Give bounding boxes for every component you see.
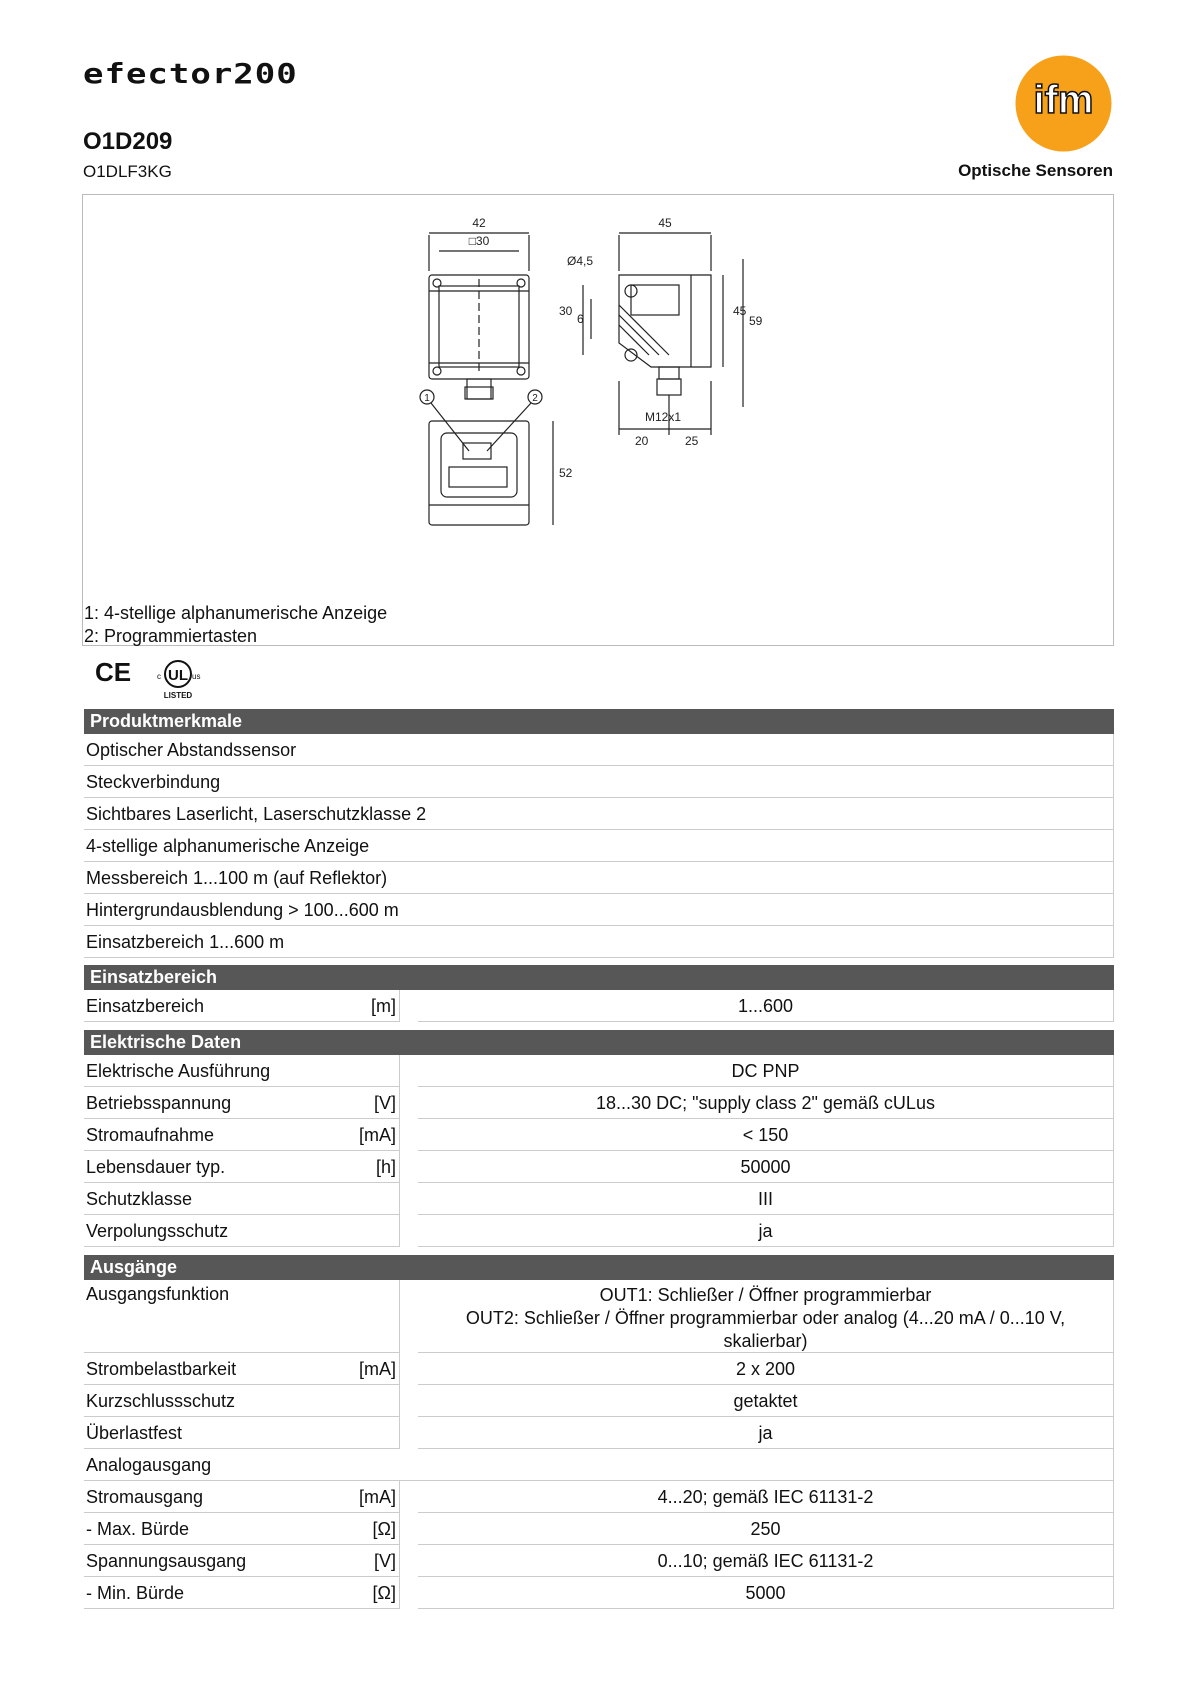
- spec-unit: [mA]: [358, 1125, 396, 1145]
- spec-value: ja: [418, 1417, 1114, 1449]
- product-category: Optische Sensoren: [958, 161, 1113, 180]
- spec-value: 4...20; gemäß IEC 61131-2: [418, 1481, 1114, 1513]
- spec-value: 250: [418, 1513, 1114, 1545]
- dim-45b: 45: [733, 304, 747, 318]
- spec-label: Betriebsspannung: [86, 1093, 232, 1113]
- spec-label: Einsatzbereich: [86, 996, 205, 1016]
- spec-unit: [mA]: [358, 1487, 396, 1507]
- certification-marks: [95, 657, 215, 703]
- ifm-logo: [1015, 55, 1112, 152]
- section-header: Elektrische Daten: [84, 1030, 1114, 1055]
- dim-4-5: Ø4,5: [567, 254, 594, 268]
- dim-6: 6: [577, 312, 584, 326]
- spec-value: 18...30 DC; "supply class 2" gemäß cULus: [418, 1087, 1114, 1119]
- ul-mark: UL: [168, 667, 188, 684]
- spec-value-line: OUT1: Schließer / Öffner programmierbar: [599, 1285, 932, 1305]
- dim-52: 52: [559, 466, 573, 480]
- dim-25: 25: [685, 434, 699, 448]
- section-einsatzbereich: [84, 965, 1114, 1022]
- spec-label: Überlastfest: [86, 1423, 183, 1443]
- spec-label: - Max. Bürde: [86, 1519, 190, 1539]
- dim-m12: M12x1: [645, 410, 682, 424]
- spec-value: 0...10; gemäß IEC 61131-2: [418, 1545, 1114, 1577]
- callout-1: 1: [424, 393, 430, 404]
- section-header: Produktmerkmale: [84, 709, 1114, 734]
- section-header: Ausgänge: [84, 1255, 1114, 1280]
- feature-row: Steckverbindung: [84, 766, 1114, 798]
- feature-row: Hintergrundausblendung > 100...600 m: [84, 894, 1114, 926]
- svg-text:c: c: [157, 672, 161, 681]
- spec-value: 50000: [418, 1151, 1114, 1183]
- technical-drawing: [83, 195, 1113, 645]
- spec-label: Lebensdauer typ.: [86, 1157, 226, 1177]
- spec-unit: [mA]: [358, 1359, 396, 1379]
- product-subcode: O1DLF3KG: [83, 162, 172, 181]
- ce-mark: CE: [95, 657, 132, 687]
- feature-row: 4-stellige alphanumerische Anzeige: [84, 830, 1114, 862]
- section-produktmerkmale: [84, 709, 1114, 958]
- product-code: O1D209: [83, 128, 173, 155]
- spec-value-line: OUT2: Schließer / Öffner programmierbar oder analog (4...20 mA / 0...10 V,: [465, 1308, 1066, 1328]
- dim-30: 30: [559, 304, 573, 318]
- feature-row: Messbereich 1...100 m (auf Reflektor): [84, 862, 1114, 894]
- spec-label: Elektrische Ausführung: [86, 1061, 271, 1081]
- section-elektrische-daten: [84, 1030, 1114, 1247]
- section-ausgaenge: [84, 1255, 1114, 1609]
- spec-unit: [V]: [373, 1093, 396, 1113]
- dim-59: 59: [749, 314, 763, 328]
- brand-wordmark: efector200: [83, 58, 298, 90]
- dim-sq30: □30: [468, 234, 490, 248]
- dim-20: 20: [635, 434, 649, 448]
- dim-45: 45: [658, 216, 672, 230]
- spec-subheading: Analogausgang: [84, 1449, 1114, 1481]
- feature-row: Einsatzbereich 1...600 m: [84, 926, 1114, 958]
- spec-value-line: skalierbar): [723, 1331, 808, 1351]
- spec-value: 5000: [418, 1577, 1114, 1609]
- callout-2: 2: [532, 393, 538, 404]
- spec-label: Stromaufnahme: [86, 1125, 215, 1145]
- spec-unit: [h]: [375, 1157, 396, 1177]
- spec-unit: [Ω]: [372, 1583, 396, 1603]
- spec-label: Kurzschlussschutz: [86, 1391, 236, 1411]
- spec-unit: [V]: [373, 1551, 396, 1571]
- spec-value: ja: [418, 1215, 1114, 1247]
- section-header: Einsatzbereich: [84, 965, 1114, 990]
- feature-row: Sichtbares Laserlicht, Laserschutzklasse 2: [84, 798, 1114, 830]
- spec-label: Spannungsausgang: [86, 1551, 247, 1571]
- spec-unit: [Ω]: [372, 1519, 396, 1539]
- dimension-drawing: [82, 194, 1114, 646]
- spec-value: 2 x 200: [418, 1353, 1114, 1385]
- spec-value: < 150: [418, 1119, 1114, 1151]
- legend-2: 2: Programmiertasten: [84, 626, 258, 646]
- spec-value: 1...600: [418, 990, 1114, 1022]
- svg-text:ifm: ifm: [1033, 78, 1094, 122]
- spec-label: Stromausgang: [86, 1487, 204, 1507]
- spec-label: Verpolungsschutz: [86, 1221, 229, 1241]
- svg-text:us: us: [192, 672, 201, 681]
- spec-label: Strombelastbarkeit: [86, 1359, 237, 1379]
- feature-row: Optischer Abstandssensor: [84, 734, 1114, 766]
- legend-1: 1: 4-stellige alphanumerische Anzeige: [84, 603, 388, 623]
- spec-unit: [m]: [371, 996, 396, 1016]
- spec-label: Ausgangsfunktion: [86, 1284, 230, 1304]
- spec-value: III: [418, 1183, 1114, 1215]
- svg-text:LISTED: LISTED: [163, 691, 193, 700]
- spec-value: DC PNP: [418, 1055, 1114, 1087]
- spec-value: getaktet: [418, 1385, 1114, 1417]
- spec-label: - Min. Bürde: [86, 1583, 185, 1603]
- spec-label: Schutzklasse: [86, 1189, 193, 1209]
- dim-42: 42: [472, 216, 486, 230]
